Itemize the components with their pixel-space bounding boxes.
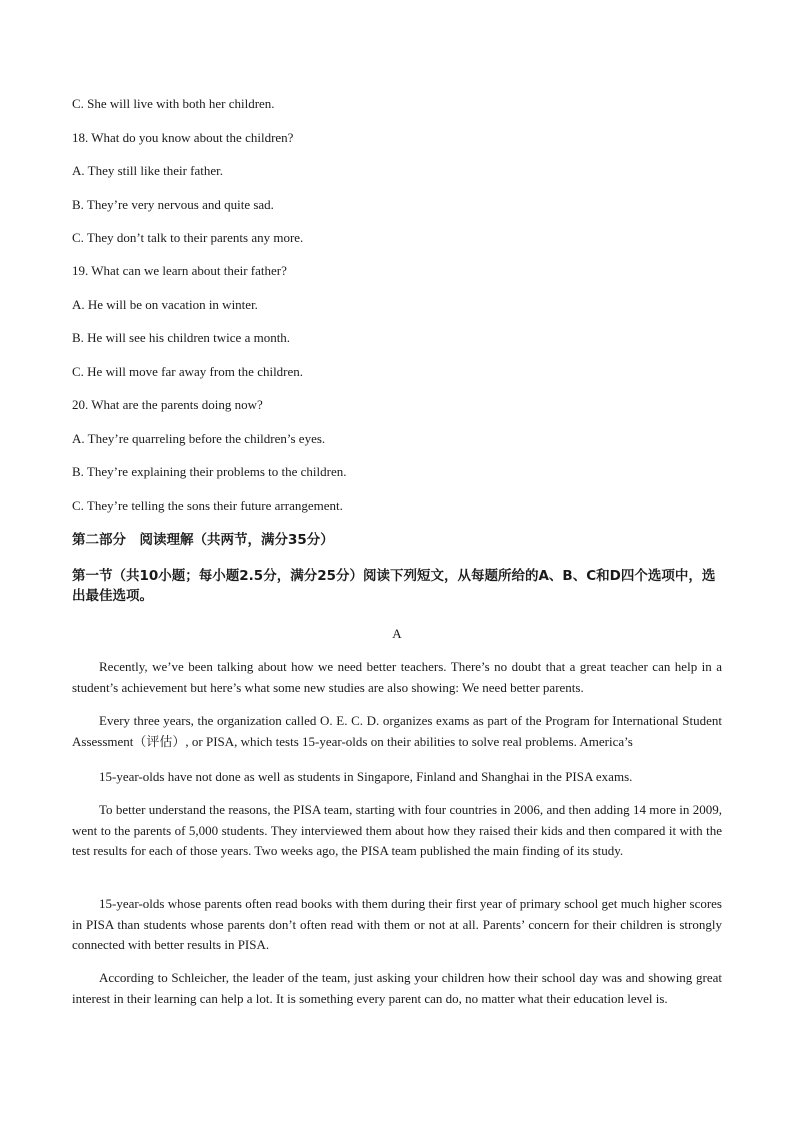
paragraph-1: Recently, we’ve been talking about how we need better teachers. There’s no doubt that a great teacher can help in a student’s achievement but here’s what some new studies are also showing: We need better parents. xyxy=(72,659,722,695)
paragraph-5: According to Schleicher, the leader of the team, just asking your children how their school day was and showing great interest in their learning can help a lot. It is something every parent can do, no matter what their education level is. xyxy=(72,970,722,1006)
question-19: 19. What can we learn about their father? xyxy=(72,263,287,278)
answer-option-19c: C. He will move far away from the children. xyxy=(72,364,304,379)
question-18: 18. What do you know about the children? xyxy=(72,130,294,145)
passage-title: A xyxy=(392,626,402,641)
answer-option-19a: A. He will be on vacation in winter. xyxy=(72,297,258,312)
question-20: 20. What are the parents doing now? xyxy=(72,397,263,412)
answer-option-17c: C. She will live with both her children. xyxy=(72,96,275,111)
paragraph-2-continued: 15-year-olds have not done as well as students in Singapore, Finland and Shanghai in the PISA exams. xyxy=(99,769,633,784)
section-heading: 第一节（共10小题；每小题2.5分，满分25分）阅读下列短文，从每题所给的A、B、C和D四个选项中，选出最佳选项。 xyxy=(72,568,716,604)
answer-option-18b: B. They’re very nervous and quite sad. xyxy=(72,197,274,212)
answer-option-20a: A. They’re quarreling before the children’s eyes. xyxy=(72,431,326,446)
answer-option-20b: B. They’re explaining their problems to the children. xyxy=(72,464,347,479)
paragraph-2: Every three years, the organization called O. E. C. D. organizes exams as part of the Program for International Student Assessment（评估）, or PISA, which tests 15-year-olds on their abilities to solve real problems. America’s xyxy=(72,713,722,749)
answer-option-18a: A. They still like their father. xyxy=(72,163,224,178)
paragraph-3: To better understand the reasons, the PISA team, starting with four countries in 2006, and then adding 14 more in 2009, went to the parents of 5,000 students. They interviewed them about how they raised their kids and then compared it with the test results for each of those years. Two weeks ago, the PISA team published the main finding of its study. xyxy=(72,802,722,858)
answer-option-18c: C. They don’t talk to their parents any more. xyxy=(72,230,304,245)
paragraph-4: 15-year-olds whose parents often read books with them during their first year of primary school get much higher scores in PISA than students whose parents don’t often read with them or not at all. Parents’ concern for their children is strongly connected with better results in PISA. xyxy=(72,896,722,952)
answer-option-20c: C. They’re telling the sons their future arrangement. xyxy=(72,498,343,513)
answer-option-19b: B. He will see his children twice a month. xyxy=(72,330,291,345)
part-heading: 第二部分 阅读理解（共两节，满分35分） xyxy=(72,532,334,548)
